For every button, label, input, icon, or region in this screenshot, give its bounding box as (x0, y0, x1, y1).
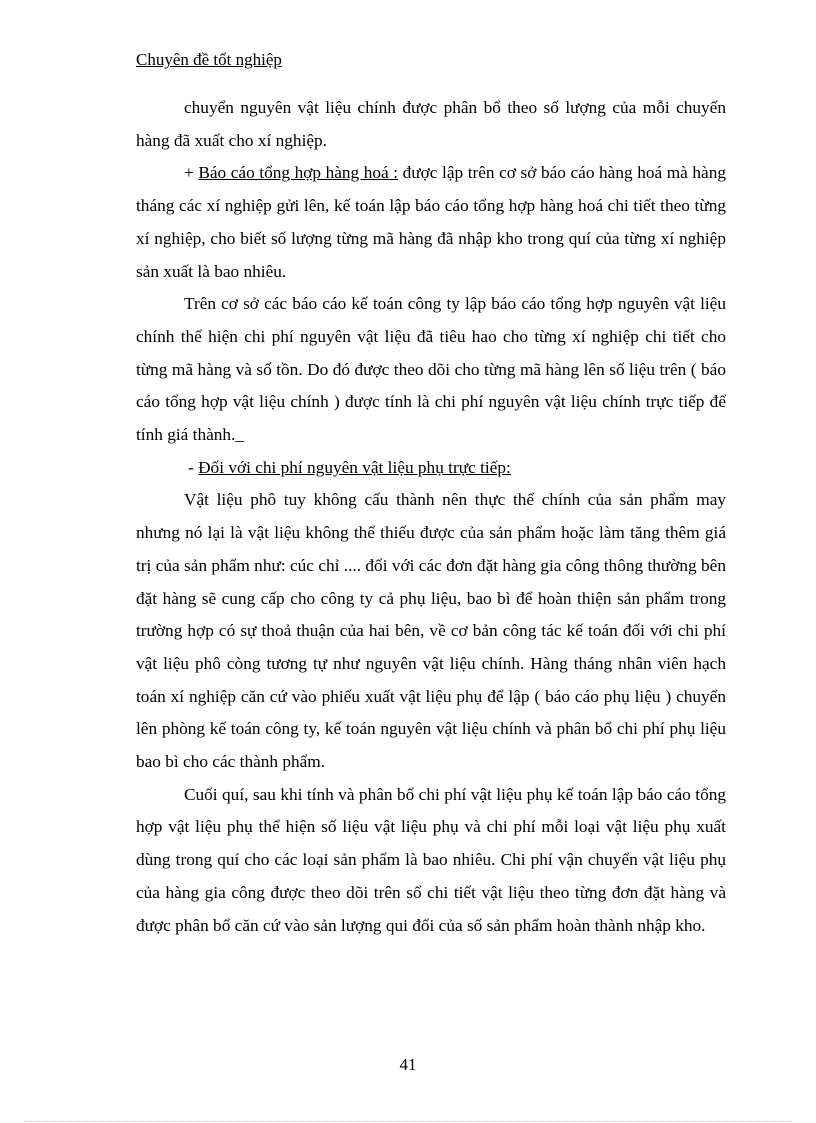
paragraph-2 (136, 157, 726, 288)
paragraph-6: Cuối quí, sau khi tính và phân bổ chi phí vật liệu phụ kế toán lập báo cáo tổng hợp vật liệu phụ thể hiện số liệu vật liệu phụ và chi phí mỗi loại vật liệu phụ xuất dùng trong quí cho các loại sản phẩm là bao nhiêu. Chi phí vận chuyển vật liệu phụ của hàng gia công được theo dõi trên sổ chi tiết vật liệu theo từng đơn đặt hàng và được phân bổ căn cứ vào sản lượng qui đổi của số sản phẩm hoàn thành nhập kho. (136, 784, 726, 935)
document-header: Chuyên đề tốt nghiệp (136, 50, 282, 69)
paragraph-4-heading (136, 452, 726, 485)
paragraph-2-text: được lập trên cơ sở báo cáo hàng hoá mà hàng tháng các xí nghiệp gửi lên, kế toán lập báo cáo tổng hợp hàng hoá chi tiết theo từng xí nghiệp, cho biết số lượng từng mã hàng đã nhập kho trong quí của từng xí nghiệp sản xuất là bao nhiêu. (136, 163, 726, 281)
paragraph-3: Trên cơ sở các báo cáo kế toán công ty lập báo cáo tổng hợp nguyên vật liệu chính thể hiện chi phí nguyên vật liệu đã tiêu hao cho từng xí nghiệp chi tiết cho từng mã hàng và số tồn. Do đó được theo dõi cho từng mã hàng lên số liệu trên ( báo cáo tổng hợp vật liệu chính ) được tính là chi phí nguyên vật liệu chính trực tiếp để tính giá thành._ (136, 294, 726, 445)
paragraph-1: chuyển nguyên vật liệu chính được phân bổ theo số lượng của mỗi chuyến hàng đã xuất cho xí nghiệp. (136, 98, 726, 150)
page-bottom-divider (24, 1121, 792, 1122)
paragraph-2-prefix: + (184, 163, 199, 183)
page-number: 41 (399, 1055, 417, 1074)
paragraph-4-label: Đối với chi phí nguyên vật liệu phụ trực tiếp (198, 457, 506, 477)
paragraph-5: Vật liệu phô tuy không cấu thành nên thực thể chính của sản phẩm may nhưng nó lại là vật liệu không thể thiếu được của sản phẩm hoặc làm tăng thêm giá trị của sản phẩm như: cúc chỉ .... đối với các đơn đặt hàng gia công thông thường bên đặt hàng sẽ cung cấp cho công ty cả phụ liệu, bao bì để hoàn thiện sản phẩm trong trường hợp có sự thoả thuận của hai bên, về cơ bản công tác kế toán đối với chi phí vật liệu phô còng tương tự như nguyên vật liệu chính. Hàng tháng nhân viên hạch toán xí nghiệp căn cứ vào phiếu xuất vật liệu phụ để lập ( báo cáo phụ liệu ) chuyển lên phòng kế toán công ty, kế toán nguyên vật liệu chính và phân bổ chi phí phụ liệu bao bì cho các thành phẩm. (136, 490, 726, 772)
paragraph-2-label: Báo cáo tổng hợp hàng hoá : (198, 163, 399, 183)
paragraph-4-suffix: : (506, 457, 511, 477)
paragraph-4-prefix: - (188, 457, 199, 477)
document-body (136, 92, 726, 942)
